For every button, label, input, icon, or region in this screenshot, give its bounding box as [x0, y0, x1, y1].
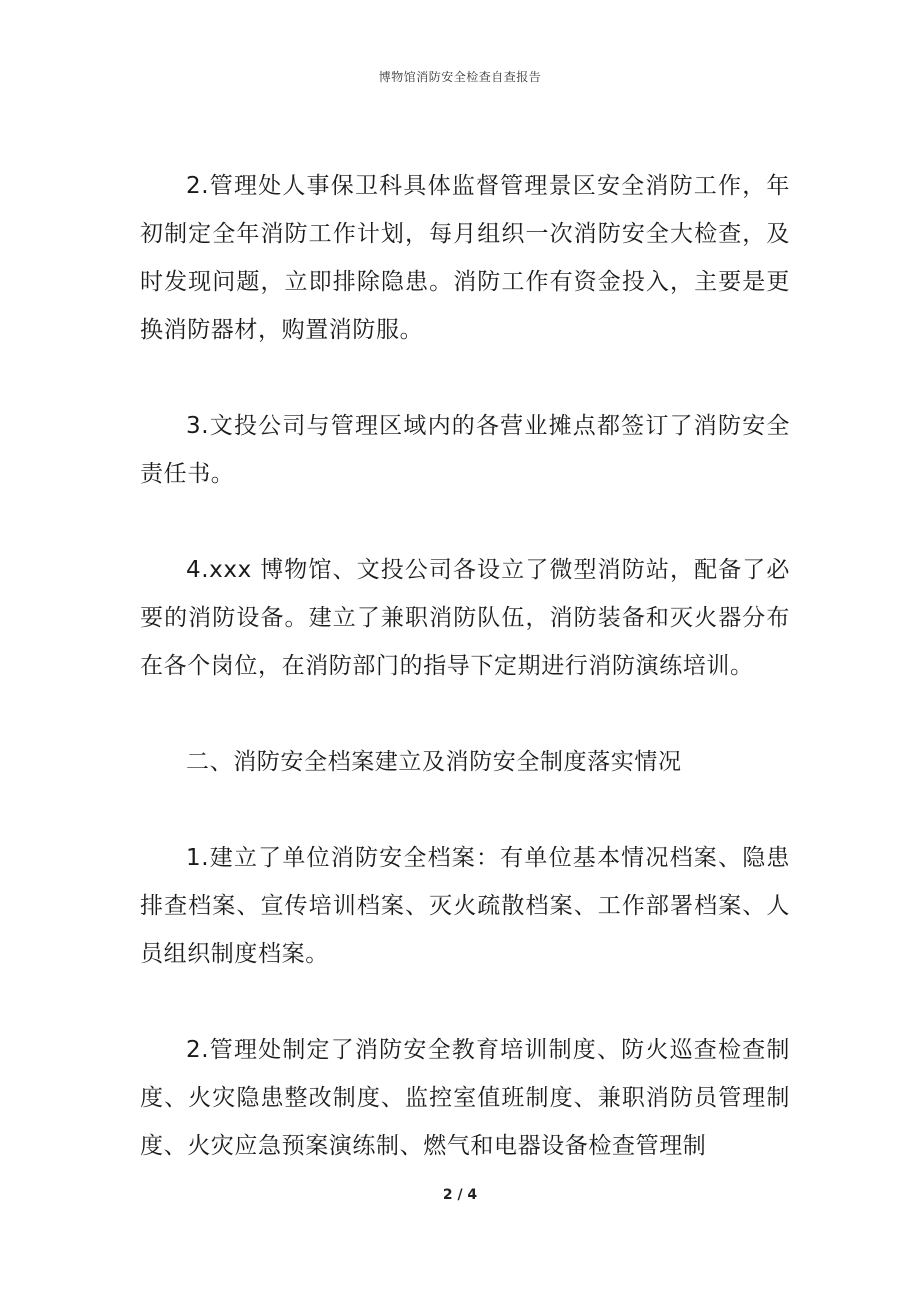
- page-header: 博物馆消防安全检查自查报告: [378, 70, 542, 84]
- paragraph-safety-archives: 1.建立了单位消防安全档案：有单位基本情况档案、隐患排查档案、宣传培训档案、灭火疏散档案、工作部署档案、人员组织制度档案。: [140, 845, 790, 967]
- paragraph-manage-fire-work: 2.管理处人事保卫科具体监督管理景区安全消防工作，年初制定全年消防工作计划，每月组织一次消防安全大检查，及时发现问题，立即排除隐患。消防工作有资金投入，主要是更换消防器材，购置消防服。: [140, 173, 790, 343]
- paragraph-safety-systems: 2.管理处制定了消防安全教育培训制度、防火巡查检查制度、火灾隐患整改制度、监控室值班制度、兼职消防员管理制度、火灾应急预案演练制、燃气和电器设备检查管理制: [140, 1037, 790, 1159]
- page-number: 2 / 4: [442, 1187, 478, 1203]
- section-heading-archives: 二、消防安全档案建立及消防安全制度落实情况: [186, 749, 682, 775]
- paragraph-safety-agreements: 3.文投公司与管理区域内的各营业摊点都签订了消防安全责任书。: [140, 413, 790, 487]
- paragraph-fire-stations: 4.xxx 博物馆、文投公司各设立了微型消防站，配备了必要的消防设备。建立了兼职消防队伍，消防装备和灭火器分布在各个岗位，在消防部门的指导下定期进行消防演练培训。: [140, 557, 790, 679]
